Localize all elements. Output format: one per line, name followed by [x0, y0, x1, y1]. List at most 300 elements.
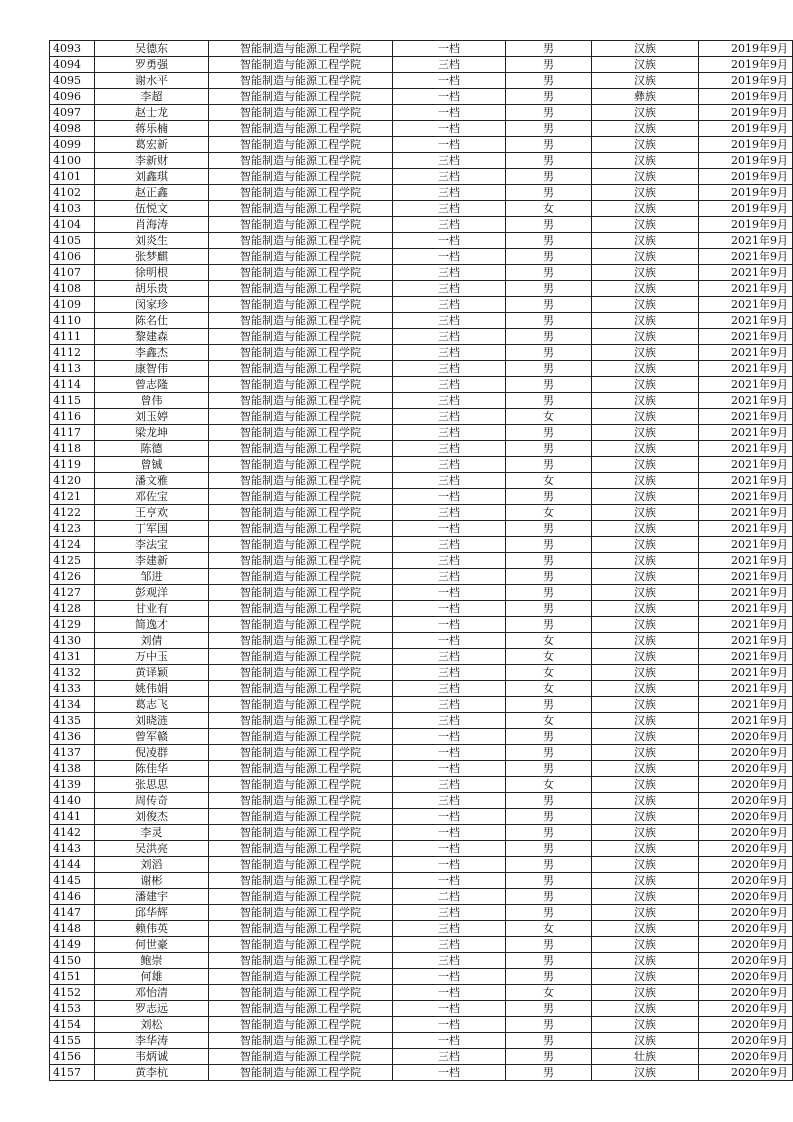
grade-cell: 二档	[393, 889, 506, 905]
gender-cell: 男	[506, 41, 592, 57]
enrollment-date-cell: 2021年9月	[699, 313, 793, 329]
table-row	[50, 41, 793, 57]
grade-cell: 一档	[393, 1065, 506, 1081]
row-number-cell: 4139	[50, 777, 95, 793]
gender-cell: 男	[506, 537, 592, 553]
row-number-cell: 4116	[50, 409, 95, 425]
gender-cell: 男	[506, 313, 592, 329]
gender-cell: 男	[506, 265, 592, 281]
name-cell: 闵家珍	[95, 297, 209, 313]
gender-cell: 男	[506, 889, 592, 905]
row-number-cell: 4101	[50, 169, 95, 185]
college-cell: 智能制造与能源工程学院	[209, 121, 393, 137]
ethnicity-cell: 汉族	[592, 681, 699, 697]
gender-cell: 女	[506, 649, 592, 665]
grade-cell: 一档	[393, 825, 506, 841]
ethnicity-cell: 汉族	[592, 313, 699, 329]
grade-cell: 一档	[393, 873, 506, 889]
name-cell: 肖海涛	[95, 217, 209, 233]
name-cell: 赵正鑫	[95, 185, 209, 201]
enrollment-date-cell: 2021年9月	[699, 569, 793, 585]
table-row	[50, 393, 793, 409]
grade-cell: 一档	[393, 105, 506, 121]
row-number-cell: 4100	[50, 153, 95, 169]
row-number-cell: 4105	[50, 233, 95, 249]
row-number-cell: 4129	[50, 617, 95, 633]
row-number-cell: 4106	[50, 249, 95, 265]
grade-cell: 三档	[393, 217, 506, 233]
gender-cell: 男	[506, 1017, 592, 1033]
ethnicity-cell: 汉族	[592, 361, 699, 377]
row-number-cell: 4118	[50, 441, 95, 457]
college-cell: 智能制造与能源工程学院	[209, 265, 393, 281]
row-number-cell: 4095	[50, 73, 95, 89]
grade-cell: 一档	[393, 601, 506, 617]
row-number-cell: 4099	[50, 137, 95, 153]
ethnicity-cell: 汉族	[592, 969, 699, 985]
name-cell: 曾伟	[95, 393, 209, 409]
name-cell: 赖伟英	[95, 921, 209, 937]
table-body	[50, 41, 793, 1081]
row-number-cell: 4137	[50, 745, 95, 761]
college-cell: 智能制造与能源工程学院	[209, 73, 393, 89]
table-row	[50, 89, 793, 105]
college-cell: 智能制造与能源工程学院	[209, 665, 393, 681]
college-cell: 智能制造与能源工程学院	[209, 809, 393, 825]
name-cell: 李超	[95, 89, 209, 105]
table-row	[50, 169, 793, 185]
grade-cell: 一档	[393, 857, 506, 873]
college-cell: 智能制造与能源工程学院	[209, 585, 393, 601]
enrollment-date-cell: 2021年9月	[699, 713, 793, 729]
ethnicity-cell: 汉族	[592, 553, 699, 569]
row-number-cell: 4125	[50, 553, 95, 569]
table-row	[50, 665, 793, 681]
enrollment-date-cell: 2021年9月	[699, 281, 793, 297]
row-number-cell: 4130	[50, 633, 95, 649]
grade-cell: 三档	[393, 457, 506, 473]
row-number-cell: 4149	[50, 937, 95, 953]
college-cell: 智能制造与能源工程学院	[209, 153, 393, 169]
table-row	[50, 1033, 793, 1049]
enrollment-date-cell: 2021年9月	[699, 265, 793, 281]
row-number-cell: 4138	[50, 761, 95, 777]
table-row	[50, 105, 793, 121]
name-cell: 周传奇	[95, 793, 209, 809]
college-cell: 智能制造与能源工程学院	[209, 249, 393, 265]
name-cell: 刘炎生	[95, 233, 209, 249]
table-row	[50, 649, 793, 665]
ethnicity-cell: 汉族	[592, 809, 699, 825]
gender-cell: 男	[506, 761, 592, 777]
grade-cell: 三档	[393, 153, 506, 169]
enrollment-date-cell: 2021年9月	[699, 697, 793, 713]
college-cell: 智能制造与能源工程学院	[209, 329, 393, 345]
enrollment-date-cell: 2020年9月	[699, 921, 793, 937]
table-row	[50, 521, 793, 537]
name-cell: 曾军赣	[95, 729, 209, 745]
gender-cell: 男	[506, 697, 592, 713]
gender-cell: 男	[506, 857, 592, 873]
college-cell: 智能制造与能源工程学院	[209, 345, 393, 361]
ethnicity-cell: 汉族	[592, 985, 699, 1001]
ethnicity-cell: 汉族	[592, 457, 699, 473]
ethnicity-cell: 汉族	[592, 777, 699, 793]
table-row	[50, 777, 793, 793]
grade-cell: 三档	[393, 921, 506, 937]
grade-cell: 三档	[393, 169, 506, 185]
grade-cell: 三档	[393, 1049, 506, 1065]
ethnicity-cell: 汉族	[592, 649, 699, 665]
name-cell: 蒋乐楠	[95, 121, 209, 137]
college-cell: 智能制造与能源工程学院	[209, 105, 393, 121]
enrollment-date-cell: 2019年9月	[699, 121, 793, 137]
ethnicity-cell: 汉族	[592, 1065, 699, 1081]
row-number-cell: 4142	[50, 825, 95, 841]
name-cell: 刘玉婷	[95, 409, 209, 425]
college-cell: 智能制造与能源工程学院	[209, 521, 393, 537]
grade-cell: 三档	[393, 777, 506, 793]
name-cell: 黄李杭	[95, 1065, 209, 1081]
ethnicity-cell: 壮族	[592, 1049, 699, 1065]
enrollment-date-cell: 2019年9月	[699, 89, 793, 105]
table-row	[50, 505, 793, 521]
enrollment-date-cell: 2020年9月	[699, 745, 793, 761]
row-number-cell: 4126	[50, 569, 95, 585]
enrollment-date-cell: 2020年9月	[699, 729, 793, 745]
table-row	[50, 569, 793, 585]
table-row	[50, 329, 793, 345]
enrollment-date-cell: 2021年9月	[699, 233, 793, 249]
college-cell: 智能制造与能源工程学院	[209, 617, 393, 633]
ethnicity-cell: 汉族	[592, 345, 699, 361]
name-cell: 陈德	[95, 441, 209, 457]
college-cell: 智能制造与能源工程学院	[209, 313, 393, 329]
college-cell: 智能制造与能源工程学院	[209, 1049, 393, 1065]
name-cell: 谢水平	[95, 73, 209, 89]
grade-cell: 一档	[393, 617, 506, 633]
name-cell: 万中玉	[95, 649, 209, 665]
ethnicity-cell: 汉族	[592, 585, 699, 601]
table-row	[50, 201, 793, 217]
gender-cell: 男	[506, 297, 592, 313]
gender-cell: 女	[506, 921, 592, 937]
row-number-cell: 4120	[50, 473, 95, 489]
grade-cell: 一档	[393, 745, 506, 761]
table-row	[50, 585, 793, 601]
enrollment-date-cell: 2021年9月	[699, 505, 793, 521]
row-number-cell: 4140	[50, 793, 95, 809]
ethnicity-cell: 汉族	[592, 169, 699, 185]
row-number-cell: 4134	[50, 697, 95, 713]
enrollment-date-cell: 2020年9月	[699, 841, 793, 857]
enrollment-date-cell: 2020年9月	[699, 969, 793, 985]
ethnicity-cell: 汉族	[592, 425, 699, 441]
table-row	[50, 185, 793, 201]
row-number-cell: 4111	[50, 329, 95, 345]
table-row	[50, 489, 793, 505]
college-cell: 智能制造与能源工程学院	[209, 185, 393, 201]
row-number-cell: 4156	[50, 1049, 95, 1065]
name-cell: 黄译颖	[95, 665, 209, 681]
grade-cell: 三档	[393, 793, 506, 809]
gender-cell: 男	[506, 745, 592, 761]
grade-cell: 三档	[393, 425, 506, 441]
enrollment-date-cell: 2021年9月	[699, 633, 793, 649]
enrollment-date-cell: 2021年9月	[699, 361, 793, 377]
gender-cell: 男	[506, 489, 592, 505]
ethnicity-cell: 汉族	[592, 825, 699, 841]
college-cell: 智能制造与能源工程学院	[209, 713, 393, 729]
enrollment-date-cell: 2021年9月	[699, 681, 793, 697]
row-number-cell: 4096	[50, 89, 95, 105]
row-number-cell: 4097	[50, 105, 95, 121]
row-number-cell: 4104	[50, 217, 95, 233]
row-number-cell: 4127	[50, 585, 95, 601]
ethnicity-cell: 汉族	[592, 633, 699, 649]
enrollment-date-cell: 2020年9月	[699, 1017, 793, 1033]
table-row	[50, 729, 793, 745]
row-number-cell: 4151	[50, 969, 95, 985]
enrollment-date-cell: 2021年9月	[699, 249, 793, 265]
ethnicity-cell: 汉族	[592, 201, 699, 217]
grade-cell: 三档	[393, 265, 506, 281]
gender-cell: 男	[506, 521, 592, 537]
table-row	[50, 377, 793, 393]
row-number-cell: 4110	[50, 313, 95, 329]
name-cell: 康智伟	[95, 361, 209, 377]
grade-cell: 一档	[393, 137, 506, 153]
ethnicity-cell: 汉族	[592, 249, 699, 265]
grade-cell: 三档	[393, 313, 506, 329]
enrollment-date-cell: 2021年9月	[699, 457, 793, 473]
name-cell: 韦炳诚	[95, 1049, 209, 1065]
enrollment-date-cell: 2020年9月	[699, 857, 793, 873]
gender-cell: 女	[506, 665, 592, 681]
grade-cell: 三档	[393, 473, 506, 489]
row-number-cell: 4124	[50, 537, 95, 553]
ethnicity-cell: 汉族	[592, 937, 699, 953]
table-row	[50, 441, 793, 457]
enrollment-date-cell: 2021年9月	[699, 537, 793, 553]
college-cell: 智能制造与能源工程学院	[209, 1001, 393, 1017]
table-row	[50, 617, 793, 633]
college-cell: 智能制造与能源工程学院	[209, 553, 393, 569]
ethnicity-cell: 汉族	[592, 793, 699, 809]
row-number-cell: 4112	[50, 345, 95, 361]
name-cell: 刘鑫琪	[95, 169, 209, 185]
row-number-cell: 4155	[50, 1033, 95, 1049]
ethnicity-cell: 汉族	[592, 889, 699, 905]
gender-cell: 男	[506, 73, 592, 89]
table-row	[50, 345, 793, 361]
table-row	[50, 793, 793, 809]
name-cell: 邹进	[95, 569, 209, 585]
row-number-cell: 4098	[50, 121, 95, 137]
enrollment-date-cell: 2021年9月	[699, 521, 793, 537]
enrollment-date-cell: 2019年9月	[699, 57, 793, 73]
college-cell: 智能制造与能源工程学院	[209, 489, 393, 505]
row-number-cell: 4122	[50, 505, 95, 521]
enrollment-date-cell: 2021年9月	[699, 489, 793, 505]
gender-cell: 男	[506, 169, 592, 185]
name-cell: 葛志飞	[95, 697, 209, 713]
grade-cell: 三档	[393, 937, 506, 953]
college-cell: 智能制造与能源工程学院	[209, 953, 393, 969]
name-cell: 何雄	[95, 969, 209, 985]
gender-cell: 男	[506, 217, 592, 233]
grade-cell: 一档	[393, 1001, 506, 1017]
row-number-cell: 4133	[50, 681, 95, 697]
ethnicity-cell: 汉族	[592, 1033, 699, 1049]
enrollment-date-cell: 2020年9月	[699, 985, 793, 1001]
college-cell: 智能制造与能源工程学院	[209, 201, 393, 217]
table-row	[50, 265, 793, 281]
enrollment-date-cell: 2020年9月	[699, 761, 793, 777]
enrollment-date-cell: 2021年9月	[699, 297, 793, 313]
name-cell: 李鑫杰	[95, 345, 209, 361]
ethnicity-cell: 汉族	[592, 729, 699, 745]
college-cell: 智能制造与能源工程学院	[209, 505, 393, 521]
gender-cell: 女	[506, 505, 592, 521]
college-cell: 智能制造与能源工程学院	[209, 457, 393, 473]
grade-cell: 三档	[393, 553, 506, 569]
table-row	[50, 281, 793, 297]
college-cell: 智能制造与能源工程学院	[209, 137, 393, 153]
college-cell: 智能制造与能源工程学院	[209, 169, 393, 185]
table-row	[50, 841, 793, 857]
ethnicity-cell: 汉族	[592, 905, 699, 921]
ethnicity-cell: 汉族	[592, 1001, 699, 1017]
grade-cell: 三档	[393, 345, 506, 361]
college-cell: 智能制造与能源工程学院	[209, 729, 393, 745]
grade-cell: 三档	[393, 281, 506, 297]
name-cell: 张梦麒	[95, 249, 209, 265]
gender-cell: 女	[506, 985, 592, 1001]
name-cell: 邱华辉	[95, 905, 209, 921]
grade-cell: 一档	[393, 633, 506, 649]
name-cell: 谢彬	[95, 873, 209, 889]
name-cell: 梁龙坤	[95, 425, 209, 441]
ethnicity-cell: 汉族	[592, 665, 699, 681]
row-number-cell: 4121	[50, 489, 95, 505]
name-cell: 葛宏新	[95, 137, 209, 153]
enrollment-date-cell: 2021年9月	[699, 473, 793, 489]
gender-cell: 男	[506, 457, 592, 473]
grade-cell: 一档	[393, 121, 506, 137]
college-cell: 智能制造与能源工程学院	[209, 601, 393, 617]
enrollment-date-cell: 2020年9月	[699, 937, 793, 953]
gender-cell: 男	[506, 953, 592, 969]
ethnicity-cell: 汉族	[592, 569, 699, 585]
grade-cell: 一档	[393, 233, 506, 249]
ethnicity-cell: 汉族	[592, 473, 699, 489]
gender-cell: 男	[506, 1065, 592, 1081]
grade-cell: 三档	[393, 441, 506, 457]
table-row	[50, 457, 793, 473]
table-row	[50, 697, 793, 713]
table-row	[50, 985, 793, 1001]
row-number-cell: 4107	[50, 265, 95, 281]
gender-cell: 男	[506, 281, 592, 297]
row-number-cell: 4109	[50, 297, 95, 313]
table-row	[50, 905, 793, 921]
table-row	[50, 889, 793, 905]
ethnicity-cell: 彝族	[592, 89, 699, 105]
gender-cell: 男	[506, 393, 592, 409]
name-cell: 李新财	[95, 153, 209, 169]
enrollment-date-cell: 2020年9月	[699, 953, 793, 969]
row-number-cell: 4093	[50, 41, 95, 57]
grade-cell: 三档	[393, 681, 506, 697]
table-row	[50, 409, 793, 425]
college-cell: 智能制造与能源工程学院	[209, 873, 393, 889]
table-row	[50, 313, 793, 329]
enrollment-date-cell: 2020年9月	[699, 873, 793, 889]
row-number-cell: 4144	[50, 857, 95, 873]
college-cell: 智能制造与能源工程学院	[209, 1065, 393, 1081]
enrollment-date-cell: 2020年9月	[699, 1001, 793, 1017]
ethnicity-cell: 汉族	[592, 217, 699, 233]
row-number-cell: 4123	[50, 521, 95, 537]
table-row	[50, 681, 793, 697]
enrollment-date-cell: 2019年9月	[699, 73, 793, 89]
college-cell: 智能制造与能源工程学院	[209, 649, 393, 665]
gender-cell: 男	[506, 809, 592, 825]
row-number-cell: 4143	[50, 841, 95, 857]
college-cell: 智能制造与能源工程学院	[209, 745, 393, 761]
grade-cell: 一档	[393, 841, 506, 857]
college-cell: 智能制造与能源工程学院	[209, 681, 393, 697]
ethnicity-cell: 汉族	[592, 697, 699, 713]
college-cell: 智能制造与能源工程学院	[209, 857, 393, 873]
college-cell: 智能制造与能源工程学院	[209, 841, 393, 857]
name-cell: 吴洪亮	[95, 841, 209, 857]
grade-cell: 三档	[393, 185, 506, 201]
gender-cell: 男	[506, 153, 592, 169]
name-cell: 刘松	[95, 1017, 209, 1033]
enrollment-date-cell: 2021年9月	[699, 393, 793, 409]
ethnicity-cell: 汉族	[592, 1017, 699, 1033]
college-cell: 智能制造与能源工程学院	[209, 217, 393, 233]
table-row	[50, 633, 793, 649]
gender-cell: 男	[506, 121, 592, 137]
gender-cell: 男	[506, 377, 592, 393]
college-cell: 智能制造与能源工程学院	[209, 921, 393, 937]
grade-cell: 三档	[393, 537, 506, 553]
college-cell: 智能制造与能源工程学院	[209, 937, 393, 953]
ethnicity-cell: 汉族	[592, 537, 699, 553]
table-row	[50, 425, 793, 441]
row-number-cell: 4147	[50, 905, 95, 921]
college-cell: 智能制造与能源工程学院	[209, 793, 393, 809]
enrollment-date-cell: 2020年9月	[699, 1033, 793, 1049]
enrollment-date-cell: 2019年9月	[699, 41, 793, 57]
grade-cell: 三档	[393, 329, 506, 345]
name-cell: 姚伟娟	[95, 681, 209, 697]
college-cell: 智能制造与能源工程学院	[209, 969, 393, 985]
table-row	[50, 153, 793, 169]
table-row	[50, 745, 793, 761]
enrollment-date-cell: 2021年9月	[699, 601, 793, 617]
row-number-cell: 4132	[50, 665, 95, 681]
college-cell: 智能制造与能源工程学院	[209, 633, 393, 649]
college-cell: 智能制造与能源工程学院	[209, 761, 393, 777]
ethnicity-cell: 汉族	[592, 393, 699, 409]
enrollment-date-cell: 2020年9月	[699, 793, 793, 809]
table-row	[50, 969, 793, 985]
gender-cell: 男	[506, 233, 592, 249]
